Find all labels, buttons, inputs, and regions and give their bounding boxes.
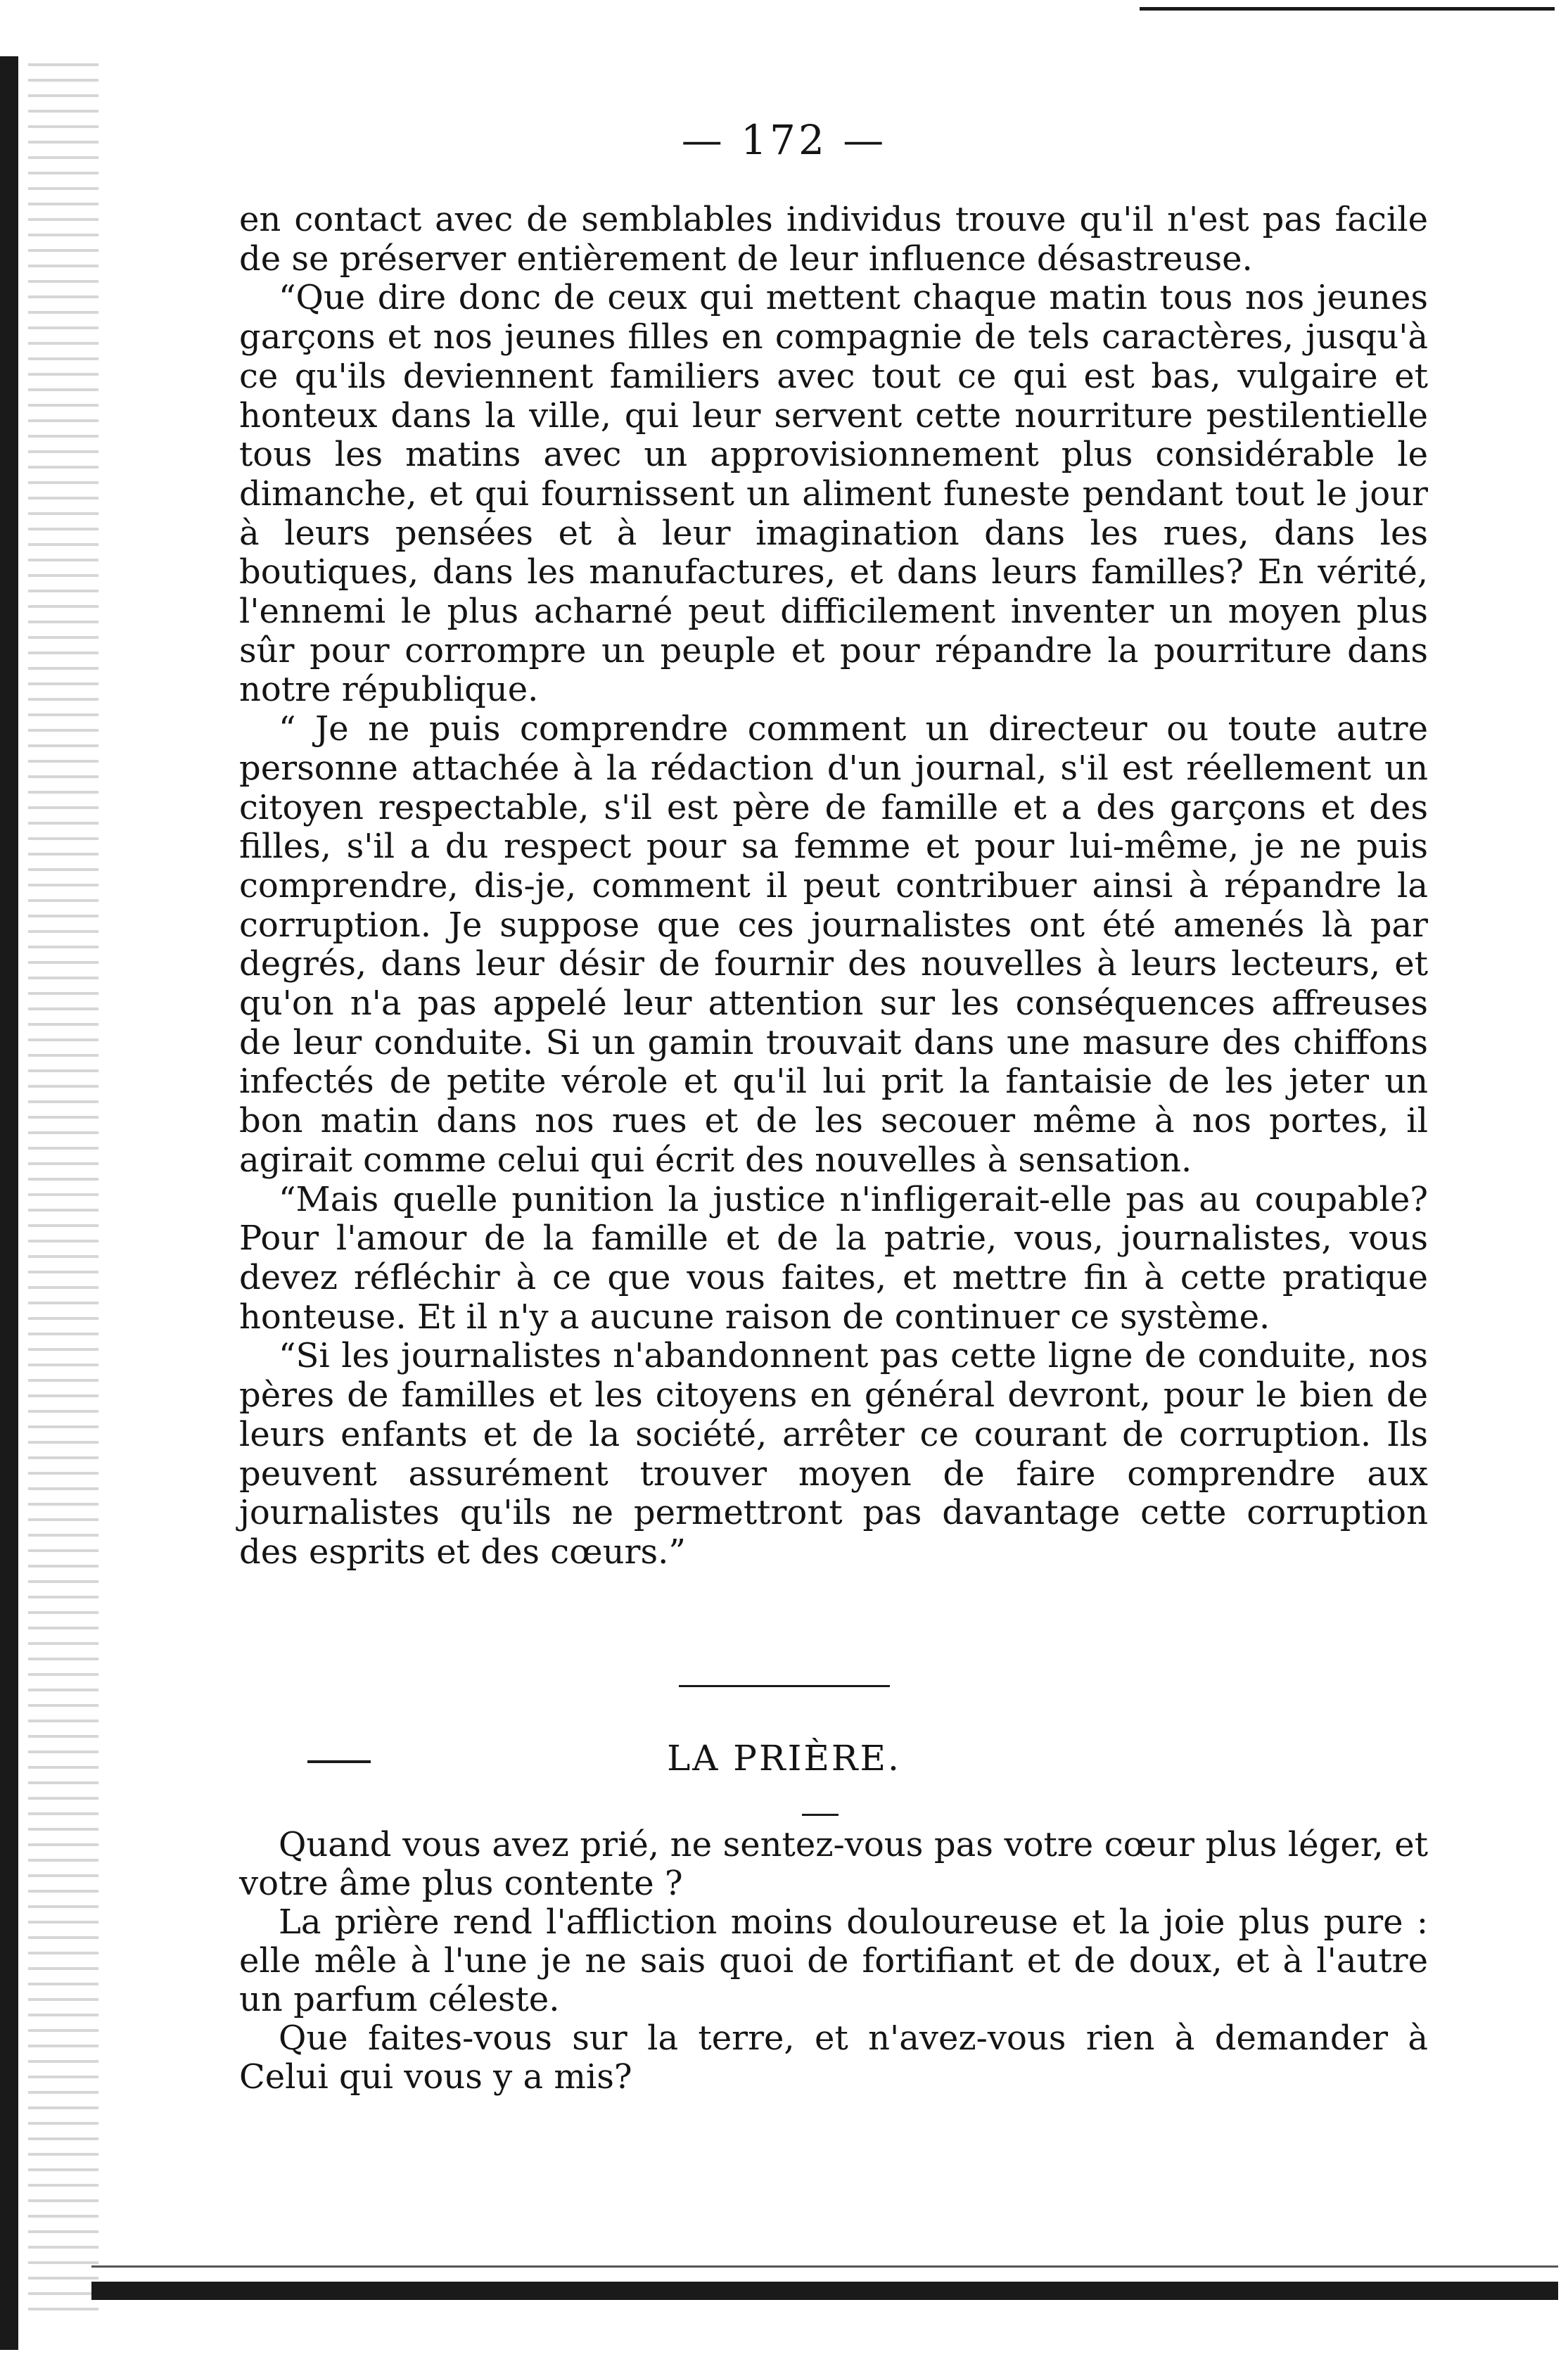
section-title: LA PRIÈRE. [667, 1738, 901, 1779]
scan-bottom-rule [91, 2282, 1558, 2300]
scan-left-edge [0, 56, 18, 2350]
paragraph: “Mais quelle punition la justice n'infligerait-elle pas au coupable? Pour l'amour de la famille et de la patrie, vous, journalistes, vous devez réfléchir à ce que vous faites, et mettre fin à cette pratique honteuse. Et il n'y a aucune raison de continuer ce système. [239, 1179, 1428, 1337]
section-divider [679, 1685, 890, 1687]
paragraph: “ Je ne puis comprendre comment un directeur ou toute autre personne attachée à la rédaction d'un journal, s'il est réellement un citoyen respectable, s'il est père de famille et a des garçons et des filles, s'il a du respect pour sa femme et pour lui-même, je ne puis comprendre, dis-je, comment il peut contribuer ainsi à répandre la corruption. Je suppose que ces journalistes ont été amenés là par degrés, dans leur désir de fournir des nouvelles à leurs lecteurs, et qu'on n'a pas appelé leur attention sur les conséquences affreuses de leur conduite. Si un gamin trouvait dans une masure des chiffons infectés de petite vérole et qu'il lui prit la fantaisie de les jeter un bon matin dans nos rues et de les secouer même à nos portes, il agirait comme celui qui écrit des nouvelles à sensation. [239, 709, 1428, 1180]
scan-top-rule [1140, 7, 1555, 11]
title-underline [802, 1814, 839, 1816]
paragraph: Quand vous avez prié, ne sentez-vous pas votre cœur plus léger, et votre âme plus contente ? [239, 1825, 1428, 1903]
section-body [239, 1826, 1428, 2097]
paragraph: Que faites-vous sur la terre, et n'avez-vous rien à demander à Celui qui vous y a mis? [239, 2019, 1428, 2097]
paragraph: La prière rend l'affliction moins douloureuse et la joie plus pure : elle mêle à l'une je ne sais quoi de fortifiant et de doux, et à l'autre un parfum céleste. [239, 1902, 1428, 2019]
page-number: — 172 — [681, 116, 887, 164]
scan-margin-noise [28, 63, 98, 2315]
paragraph: “Que dire donc de ceux qui mettent chaque matin tous nos jeunes garçons et nos jeunes filles en compagnie de tels caractères, jusqu'à ce qu'ils deviennent familiers avec tout ce qui est bas, vulgaire et honteux dans la ville, qui leur servent cette nourriture pestilentielle tous les matins avec un approvisionnement plus considérable le dimanche, et qui fournissent un aliment funeste pendant tout le jour à leurs pensées et à leur imagination dans les rues, dans les boutiques, dans les manufactures, et dans leurs familles? En vérité, l'ennemi le plus acharné peut difficilement inventer un moyen plus sûr pour corrompre un peuple et pour répandre la pourriture dans notre république. [239, 278, 1428, 710]
scan-bottom-line [91, 2265, 1558, 2268]
paragraph: “Si les journalistes n'abandonnent pas cette ligne de conduite, nos pères de familles et les citoyens en général devront, pour le bien de leurs enfants et de la société, arrêter ce courant de corruption. Ils peuvent assurément trouver moyen de faire comprendre aux journalistes qu'ils ne permettront pas davantage cette corruption des esprits et des cœurs.” [239, 1336, 1428, 1572]
paragraph: en contact avec de semblables individus trouve qu'il n'est pas facile de se préserver entièrement de leur influence désastreuse. [239, 200, 1428, 279]
article-body [239, 201, 1428, 1572]
